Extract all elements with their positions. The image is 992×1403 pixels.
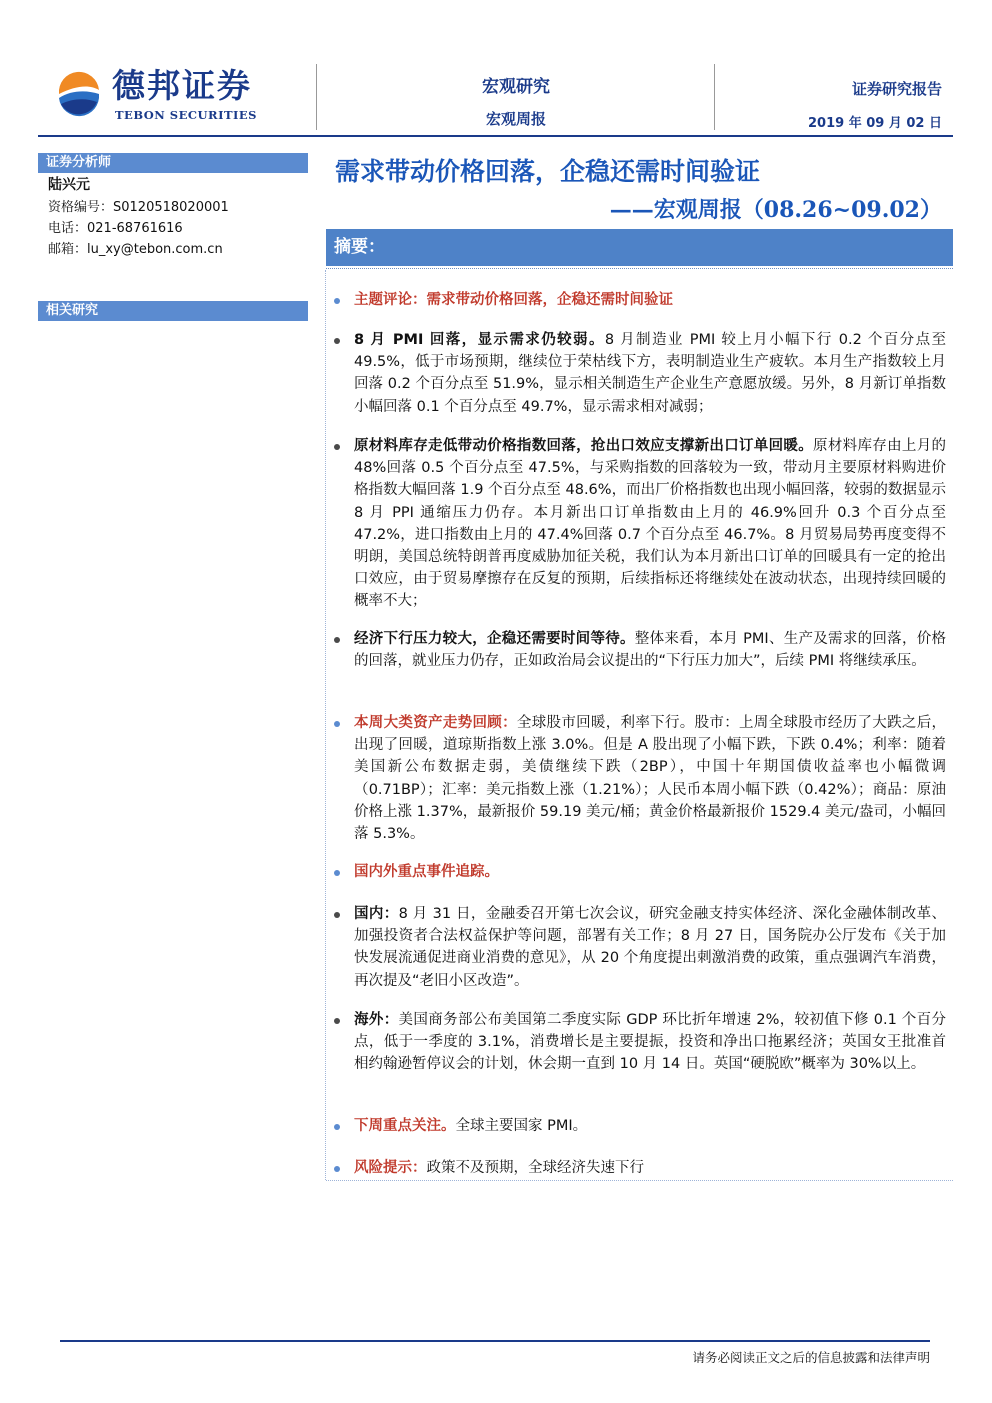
brand-name-en: TEBON SECURITIES [115,108,257,122]
report-subcategory: 宏观周报 [485,110,546,128]
bullet-body: 整体来看，本月 PMI、生产及需求的回落，价格的回落，就业压力仍存，正如政治局会议提出的“下行压力加大”，后续 PMI 将继续承压。 [354,631,947,670]
list-item [334,329,946,418]
tebon-logo [55,70,103,118]
analyst-name: 陆兴元 [48,177,90,193]
list-item [334,861,946,883]
bullet-head: 风险提示： [354,1160,427,1176]
bullet-dot [334,298,340,304]
bullet-body: 8 月 31 日，金融委召开第七次会议，研究金融支持实体经济、深化金融体制改革、加强投资者合法权益保护等问题，部署有关工作；8 月 27 日，国务院办公厅发布《关于加快发展流通促进商业消费的意见》，从 20 个角度提出刺激消费的政策，重点强调汽车消费，再次提及“老旧小区改造”。 [354,906,946,989]
bullet-head: 国内： [354,906,399,922]
report-type: 证券研究报告 [851,80,942,98]
analyst-cert: 资格编号：S0120518020001 [48,200,229,215]
bullet-body: 原材料库存由上月的 48%回落 0.5 个百分点至 47.5%，与采购指数的回落较为一致，带动月主要原材料购进价格指数大幅回落 1.9 个百分点至 48.6%，而出厂价格指数也出现小幅回落，较弱的数据显示 8 月 PPI 通缩压力仍存。本月新出口订单指数由上月的 46.9%回升 0.3 个百分点至 47.2%，进口指数由上月的 47.4%回落 0.7 个百分点至 46.7%。8 月贸易局势再度变得不明朗，美国总统特朗普再度威胁加征关税，我们认为本月新出口订单的回暖具有一定的抢出口效应，由于贸易摩擦存在反复的预期，后续指标还将继续处在波动状态，出现持续回暖的概率不大； [354,438,947,610]
bullet-body: 全球主要国家 PMI。 [455,1118,588,1134]
bullet-head: 原材料库存走低带动价格指数回落，抢出口效应支撑新出口订单回暖。 [354,438,814,454]
bullet-head: 8 月 PMI 回落，显示需求仍较弱。 [354,332,605,348]
bullet-dot [334,721,340,727]
related-research-header: 相关研究 [38,301,308,321]
bullet-dot [334,1018,340,1024]
summary-header: 摘要： [326,229,953,266]
bullet-head: 国内外重点事件追踪。 [354,864,499,880]
analyst-email[interactable]: 邮箱：lu_xy@tebon.com.cn [48,242,223,257]
header-rule [38,135,953,137]
bullet-body: 美国商务部公布美国第二季度实际 GDP 环比折年增速 2%，较初值下修 0.1 个百分点，低于一季度的 3.1%，消费增长是主要提振，投资和净出口拖累经济；英国女王批准首相约翰逊暂停议会的计划，休会期一直到 10 月 14 日。英国“硬脱欧”概率为 30%以上。 [354,1012,946,1073]
bullet-dot [334,637,340,643]
page-title: 需求带动价格回落，企稳还需时间验证 [335,157,761,186]
list-item [334,1009,946,1076]
footer-rule [60,1340,930,1342]
list-item [334,289,946,311]
page-subtitle: ——宏观周报（08.26~09.02） [609,197,942,223]
content-divider [325,270,327,1180]
analyst-header: 证券分析师 [38,153,308,173]
footer-disclaimer: 请务必阅读正文之后的信息披露和法律声明 [692,1350,930,1365]
bullet-body: 政策不及预期，全球经济失速下行 [426,1160,644,1176]
bullet-body: 8 月制造业 PMI 较上月小幅下行 0.2 个百分点至 49.5%，低于市场预期，继续位于荣枯线下方，表明制造业生产疲软。本月生产指数较上月回落 0.2 个百分点至 51.9%，显示相关制造生产企业生产意愿放缓。另外，8 月新订单指数小幅回落 0.1 个百分点至 49.7%，显示需求相对减弱； [354,332,946,415]
header-divider [316,64,317,130]
report-date: 2019 年 09 月 02 日 [808,116,942,131]
bullet-head: 主题评论：需求带动价格回落，企稳还需时间验证 [354,292,673,308]
bullet-head: 经济下行压力较大，企稳还需要时间等待。 [354,631,635,647]
list-item [334,435,946,613]
list-item [334,628,946,672]
bullet-head: 海外： [354,1012,399,1028]
bullet-head: 本周大类资产走势回顾： [354,715,517,731]
bullet-dot [334,912,340,918]
brand-name-cn: 德邦证券 [112,66,252,105]
analyst-phone: 电话：021-68761616 [48,221,183,236]
content-bottom-rule [326,1180,953,1181]
bullet-dot [334,444,340,450]
bullet-dot [334,1166,340,1172]
list-item [334,1115,946,1137]
bullet-body: 全球股市回暖，利率下行。股市：上周全球股市经历了大跌之后，出现了回暖，道琼斯指数上涨 3.0%。但是 A 股出现了小幅下跌，下跌 0.4%；利率：随着美国新公布数据走弱，美债继续下跌（2BP），中国十年期国债收益率也小幅微调（0.71BP）；汇率：美元指数上涨（1.21%）；人民币本周小幅下跌（0.42%）；商品：原油价格上涨 1.37%，最新报价 59.19 美元/桶；黄金价格最新报价 1529.4 美元/盎司，小幅回落 5.3%。 [354,715,947,843]
report-category: 宏观研究 [482,77,550,97]
list-item [334,712,946,845]
list-item [334,903,946,992]
bullet-head: 下周重点关注。 [354,1118,456,1134]
header-divider [714,64,715,130]
summary-rule [326,268,953,269]
bullet-dot [334,1124,340,1130]
bullet-dot [334,338,340,344]
bullet-dot [334,870,340,876]
list-item [334,1157,946,1179]
